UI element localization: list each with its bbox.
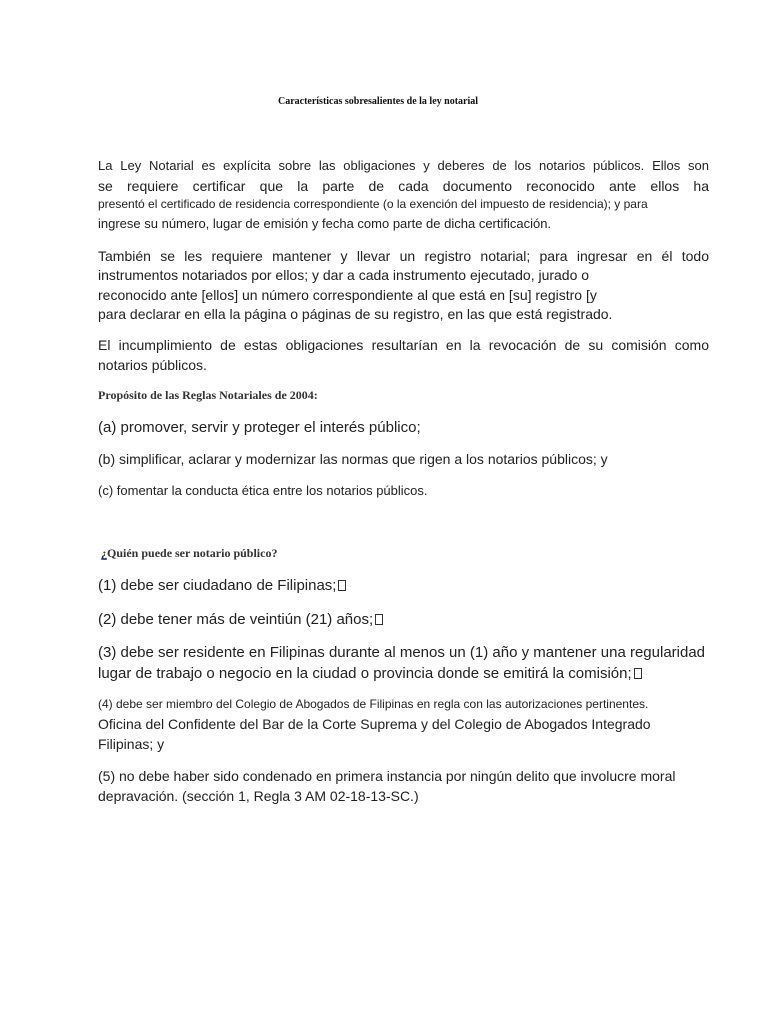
missing-glyph-icon	[375, 614, 383, 625]
purpose-item-a: (a) promover, servir y proteger el interés público;	[98, 419, 421, 436]
purpose-heading: Propósito de las Reglas Notariales de 2004:	[98, 388, 318, 402]
requirement-4-line-2: Oficina del Confidente del Bar de la Corte Suprema y del Colegio de Abogados Integrado	[98, 716, 651, 732]
page-title: Características sobresalientes de la ley notarial	[277, 96, 479, 107]
requirement-1-text: (1) debe ser ciudadano de Filipinas;	[98, 577, 337, 594]
requirement-5-line-1: (5) no debe haber sido condenado en primera instancia por ningún delito que involucre moral	[98, 768, 676, 784]
requirement-3-line-1: (3) debe ser residente en Filipinas durante al menos un (1) año y mantener una regularidad	[98, 644, 706, 661]
registry-line-4: para declarar en ella la página o páginas de su registro, en las que está registrado.	[98, 306, 613, 322]
breach-line-2: notarios públicos.	[98, 357, 207, 373]
intro-line-1: La Ley Notarial es explícita sobre las obligaciones y deberes de los notarios públicos. Ellos son	[98, 158, 709, 173]
requirement-1	[98, 577, 346, 594]
requirement-3-line-2	[98, 665, 642, 682]
requirement-2	[98, 611, 383, 628]
registry-line-1: También se les requiere mantener y llevar un registro notarial; para ingresar en él todo	[98, 248, 709, 264]
intro-line-2: se requiere certificar que la parte de cada documento reconocido ante ellos ha	[98, 178, 709, 194]
intro-line-4: ingrese su número, lugar de emisión y fecha como parte de dicha certificación.	[98, 216, 552, 231]
requirement-3-text: lugar de trabajo o negocio en la ciudad o provincia donde se emitirá la comisión;	[98, 665, 632, 682]
requirement-4-line-3: Filipinas; y	[98, 736, 165, 752]
requirement-4-line-1: (4) debe ser miembro del Colegio de Abogados de Filipinas en regla con las autorizaciones pertinentes.	[98, 697, 649, 711]
registry-line-2: instrumentos notariados por ellos; y dar a cada instrumento ejecutado, jurado o	[98, 267, 590, 283]
missing-glyph-icon	[338, 580, 346, 591]
purpose-item-b: (b) simplificar, aclarar y modernizar las normas que rigen a los notarios públicos; y	[98, 451, 608, 467]
breach-line-1: El incumplimiento de estas obligaciones resultarían en la revocación de su comisión como	[98, 337, 709, 353]
who-heading: ¿Quién puede ser notario público?	[101, 546, 278, 560]
intro-line-3: presentó el certificado de residencia correspondiente (o la exención del impuesto de residencia); y para	[98, 197, 648, 211]
requirement-5-line-2: depravación. (sección 1, Regla 3 AM 02-18-13-SC.)	[98, 788, 419, 804]
requirement-2-text: (2) debe tener más de veintiún (21) años;	[98, 611, 374, 628]
purpose-item-c: (c) fomentar la conducta ética entre los notarios públicos.	[98, 483, 428, 498]
registry-line-3: reconocido ante [ellos] un número correspondiente al que está en [su] registro [y	[98, 287, 597, 303]
missing-glyph-icon	[634, 668, 642, 679]
